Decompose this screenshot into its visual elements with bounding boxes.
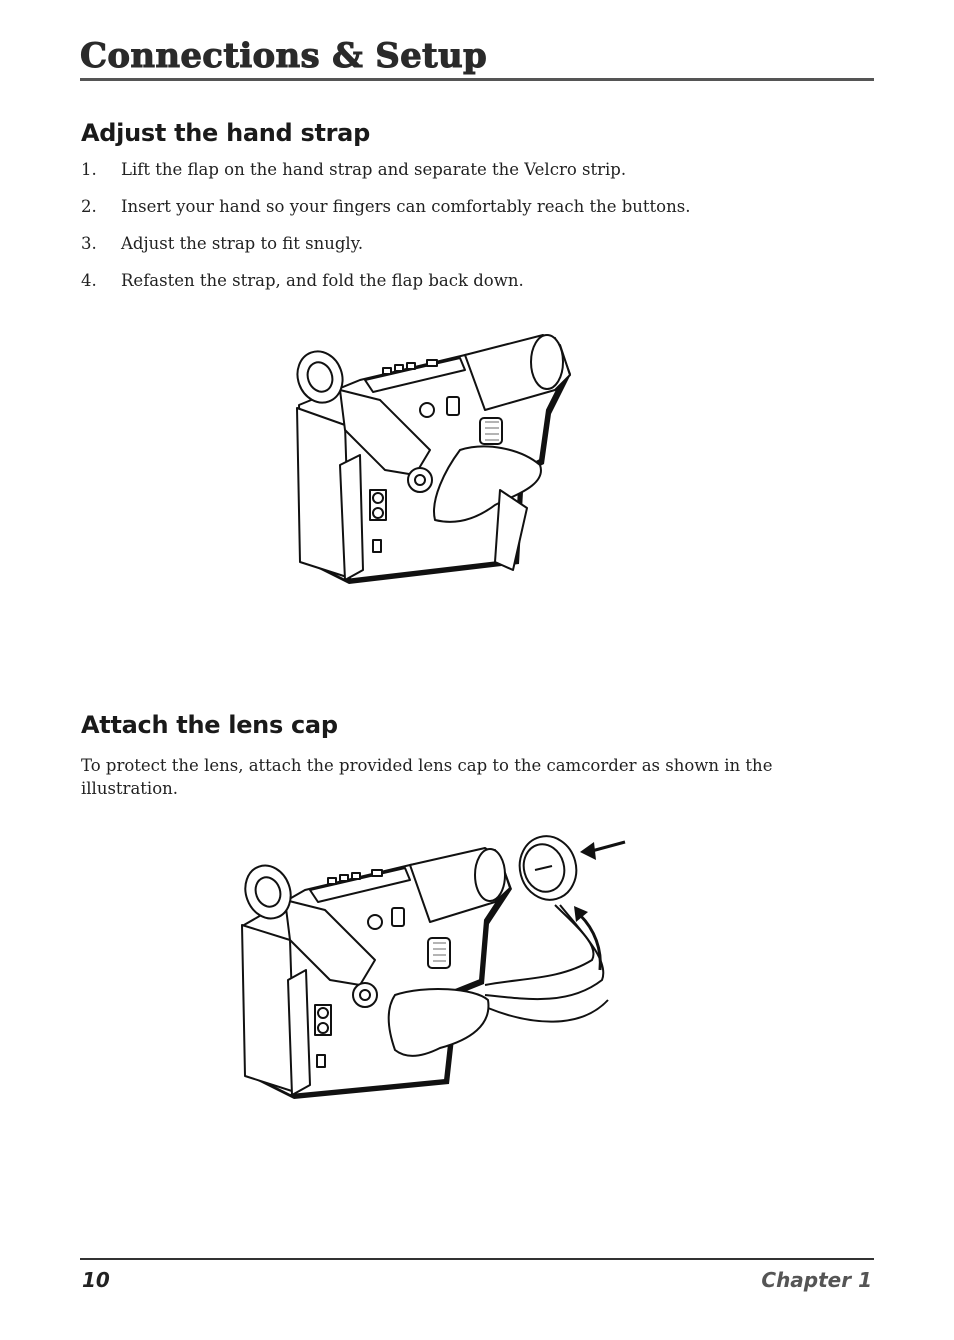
step-item	[81, 160, 871, 197]
footer-rule	[80, 1258, 874, 1260]
title-rule	[80, 78, 874, 81]
step-number: 4.	[81, 271, 97, 290]
step-text: Refasten the strap, and fold the flap back down.	[121, 271, 524, 290]
step-item	[81, 197, 871, 234]
camcorder-lens-cap-illustration	[230, 830, 630, 1105]
step-number: 1.	[81, 160, 97, 179]
lens-cap-paragraph: To protect the lens, attach the provided lens cap to the camcorder as shown in the illustration.	[81, 756, 773, 798]
step-text: Adjust the strap to fit snugly.	[121, 234, 364, 253]
camcorder-hand-strap-illustration	[285, 330, 585, 590]
step-number: 2.	[81, 197, 97, 216]
step-number: 3.	[81, 234, 97, 253]
chapter-title: Connections & Setup	[80, 36, 488, 76]
page-number: 10	[82, 1268, 110, 1292]
step-text: Lift the flap on the hand strap and separate the Velcro strip.	[121, 160, 627, 179]
step-item	[81, 271, 871, 308]
hand-strap-steps	[81, 160, 871, 308]
chapter-label: Chapter 1	[761, 1268, 872, 1292]
step-item	[81, 234, 871, 271]
step-text: Insert your hand so your fingers can comfortably reach the buttons.	[121, 197, 691, 216]
section-heading-lens-cap: Attach the lens cap	[81, 711, 338, 739]
section-heading-hand-strap: Adjust the hand strap	[81, 119, 370, 147]
